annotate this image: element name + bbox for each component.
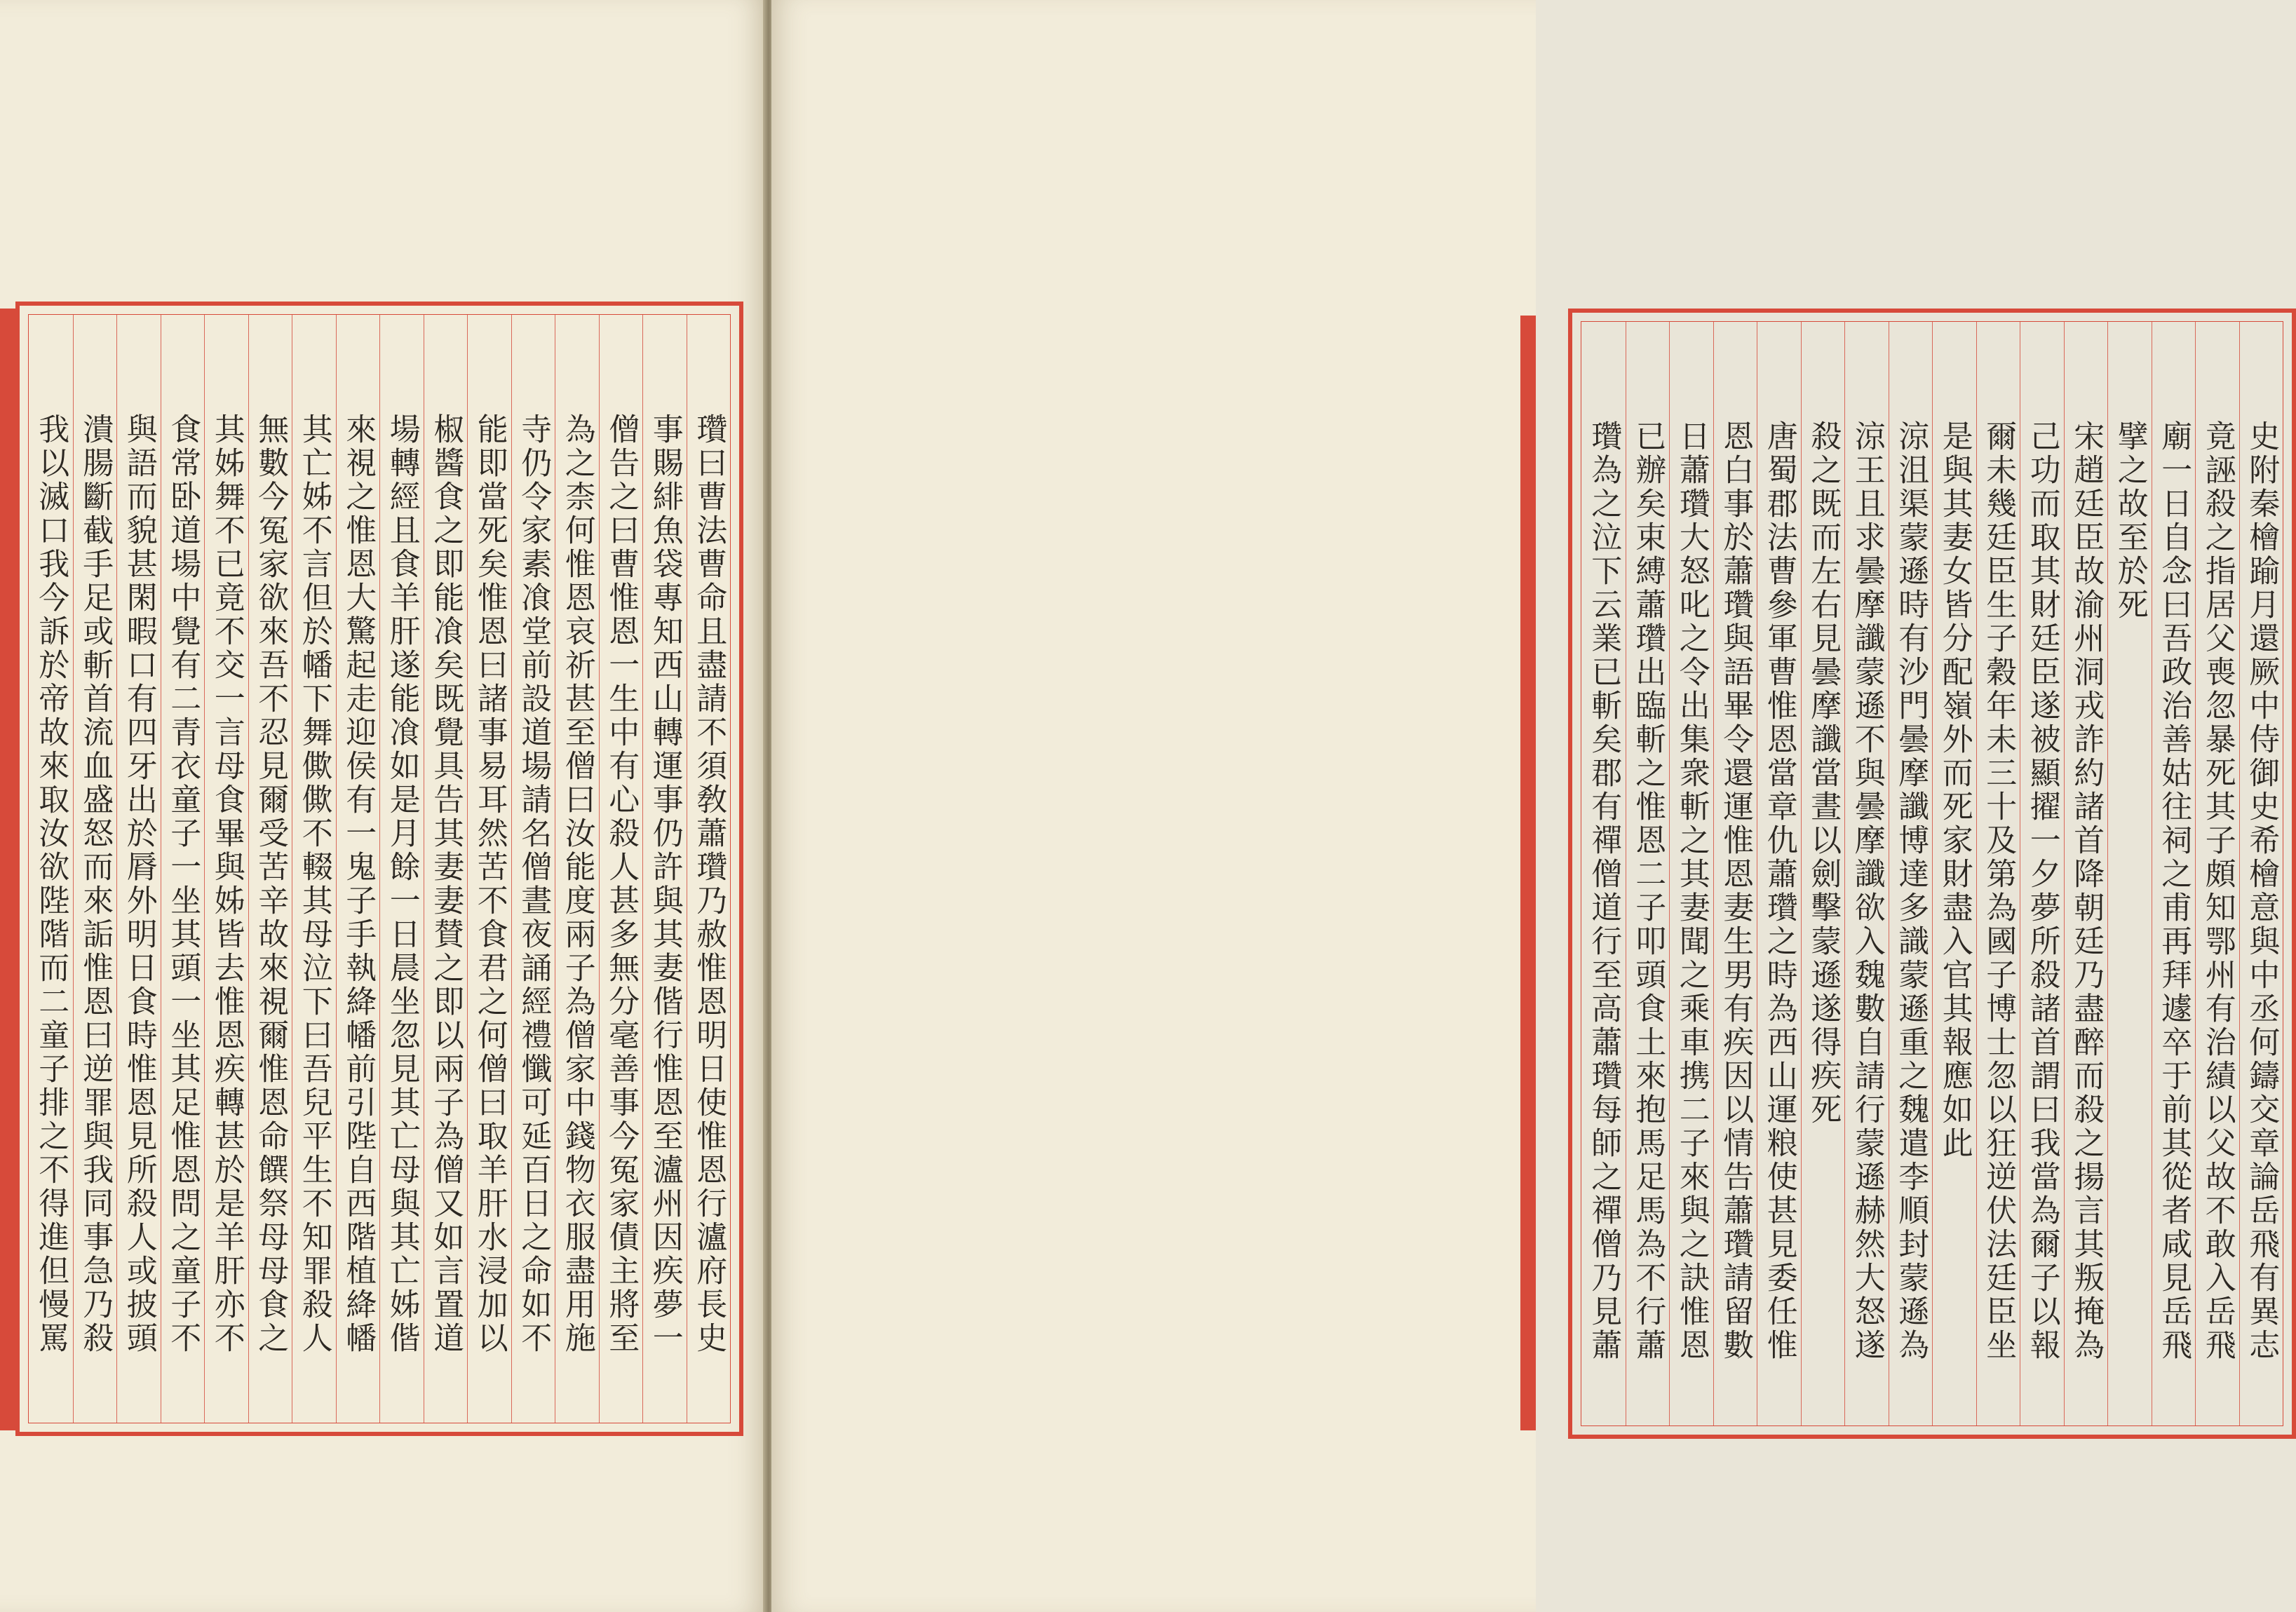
right-page-column	[1757, 322, 1801, 1425]
left-page-column-text: 其姊舞不已竟不交一言母食畢與姊皆去惟恩疾轉甚於是羊肝亦不	[208, 413, 245, 1355]
right-page-column	[2152, 322, 2196, 1425]
left-page-column-text: 其亡姊不言但於幡下舞僛僛不輟其母泣下曰吾兒平生不知罪殺人	[296, 413, 332, 1355]
right-page-column	[1581, 322, 1626, 1425]
left-page-column	[511, 315, 555, 1423]
right-page-edge-band	[1520, 316, 1536, 1430]
right-page-column	[2064, 322, 2108, 1425]
left-page-frame	[15, 302, 743, 1436]
right-page-column-text: 是與其妻女皆分配嶺外而死家財盡入官其報應如此	[1936, 420, 1973, 1160]
right-page-column	[1669, 322, 1713, 1425]
left-page-column	[116, 315, 161, 1423]
right-page-column-text: 竟誣殺之指居父喪忽暴死其子頗知鄂州有治績以父故不敢入岳飛	[2199, 420, 2236, 1362]
right-page-column	[1844, 322, 1889, 1425]
right-page-column-text: 擘之故至於死	[2112, 420, 2148, 622]
left-page-column-text: 瓚曰曹法曹命且盡請不須敎蕭瓚乃赦惟恩明日使惟恩行瀘府長史	[691, 413, 727, 1355]
right-page-column-text: 恩白事於蕭瓚與語畢令還運惟恩妻生男有疾因以情告蕭瓚請留數	[1717, 420, 1754, 1362]
left-page-column	[161, 315, 205, 1423]
right-page-column	[1889, 322, 1933, 1425]
right-page-column-text: 涼沮渠蒙遜時有沙門曇摩讖博達多識蒙遜重之魏遣李順封蒙遜為	[1893, 420, 1929, 1362]
right-page-column	[1626, 322, 1670, 1425]
left-page-column	[555, 315, 599, 1423]
right-page-column	[1713, 322, 1757, 1425]
right-page	[771, 0, 2280, 1612]
left-page-column-text: 與語而貌甚閑暇口有四牙出於脣外明日食時惟恩見所殺人或披頭	[121, 413, 157, 1355]
left-page-column	[336, 315, 380, 1423]
left-page-column	[467, 315, 511, 1423]
right-page-column	[1932, 322, 1976, 1425]
right-page-column-text: 日蕭瓚大怒叱之令出集衆斬之其妻聞之乘車携二子來與之訣惟恩	[1673, 420, 1710, 1362]
left-page-column-text: 僧告之曰曹惟恩一生中有心殺人甚多無分毫善事今冤家債主將至	[603, 413, 640, 1355]
right-page-column	[2020, 322, 2064, 1425]
right-page-column	[2239, 322, 2283, 1425]
right-page-columns	[1581, 322, 2283, 1425]
left-page-column-text: 為之柰何惟恩哀祈甚至僧曰汝能度兩子為僧家中錢物衣服盡用施	[559, 413, 595, 1355]
left-page-column-text: 椒醬食之即能飡矣既覺具告其妻妻賛之即以兩子為僧又如言置道	[428, 413, 464, 1355]
left-page-column-text: 寺仍令家素飡堂前設道場請名僧晝夜誦經禮懺可延百日之命如不	[515, 413, 552, 1355]
left-page-column	[687, 315, 731, 1423]
right-page-column-text: 已辦矣束縛蕭瓚出臨斬之惟恩二子叩頭食土來抱馬足馬為不行蕭	[1630, 420, 1666, 1362]
left-page-column-text: 能即當死矣惟恩曰諸事易耳然苦不食君之何僧曰取羊肝水浸加以	[471, 413, 508, 1355]
left-page-inner-border	[28, 314, 731, 1423]
left-page-column	[642, 315, 687, 1423]
left-page-column-text: 無數今冤家欲來吾不忍見爾受苦辛故來視爾惟恩命饌祭母母食之	[252, 413, 289, 1355]
right-page-frame	[1568, 309, 2296, 1439]
right-page-column-text: 廟一日自念曰吾政治善姑往祠之甫再拜遽卒于前其從者咸見岳飛	[2156, 420, 2192, 1362]
right-page-column-text: 爾未幾廷臣生子穀年未三十及第為國子博士忽以狂逆伏法廷臣坐	[1980, 420, 2017, 1362]
left-page-column	[29, 315, 73, 1423]
left-page-column-text: 潰腸斷截手足或斬首流血盛怒而來詬惟恩曰逆罪與我同事急乃殺	[77, 413, 114, 1355]
left-page-column	[73, 315, 117, 1423]
left-page-column	[379, 315, 424, 1423]
left-page-columns	[29, 315, 730, 1423]
left-page-column	[292, 315, 336, 1423]
left-page-column-text: 來視之惟恩大驚起走迎侯有一鬼子手執絳幡前引陛自西階植絳幡	[340, 413, 377, 1355]
right-page-column-text: 瓚為之泣下云業已斬矣郡有禪僧道行至高蕭瓚每師之禪僧乃見蕭	[1586, 420, 1622, 1362]
right-page-column	[1976, 322, 2020, 1425]
right-page-inner-border	[1581, 321, 2283, 1426]
left-page-column	[599, 315, 643, 1423]
left-page	[0, 0, 766, 1612]
right-page-column-text: 唐蜀郡法曹參軍曹惟恩當章仇蕭瓚之時為西山運粮使甚見委任惟	[1761, 420, 1797, 1362]
left-page-column-text: 場轉經且食羊肝遂能飡如是月餘一日晨坐忽見其亡母與其亡姊偕	[384, 413, 420, 1355]
right-page-column	[1801, 322, 1845, 1425]
right-page-column-text: 史附秦檜踰月還厥中侍御史希檜意與中丞何鑄交章論岳飛有異志	[2243, 420, 2280, 1362]
right-page-column-text: 殺之既而左右見曇摩讖當晝以劍擊蒙遜遂得疾死	[1805, 420, 1842, 1127]
left-page-column-text: 食常卧道場中覺有二青衣童子一坐其頭一坐其足惟恩問之童子不	[165, 413, 201, 1355]
right-page-column-text: 涼王且求曇摩讖蒙遜不與曇摩讖欲入魏數自請行蒙遜赫然大怒遂	[1849, 420, 1885, 1362]
left-page-column	[248, 315, 292, 1423]
right-page-column	[2195, 322, 2239, 1425]
left-page-column-text: 我以滅口我今訴於帝故來取汝欲陛階而二童子排之不得進但慢罵	[33, 413, 69, 1355]
right-page-column-text: 己功而取其財廷臣遂被顯擢一夕夢所殺諸首謂曰我當為爾子以報	[2024, 420, 2060, 1362]
left-page-column	[204, 315, 248, 1423]
left-page-column-text: 事賜緋魚袋專知西山轉運事仍許與其妻偕行惟恩至瀘州因疾夢一	[647, 413, 683, 1355]
right-page-column	[2107, 322, 2152, 1425]
left-page-edge-band	[0, 309, 15, 1430]
left-page-column	[424, 315, 468, 1423]
right-page-column-text: 宋趙廷臣故渝州洞戎詐約諸首降朝廷乃盡醉而殺之揚言其叛掩為	[2068, 420, 2105, 1362]
